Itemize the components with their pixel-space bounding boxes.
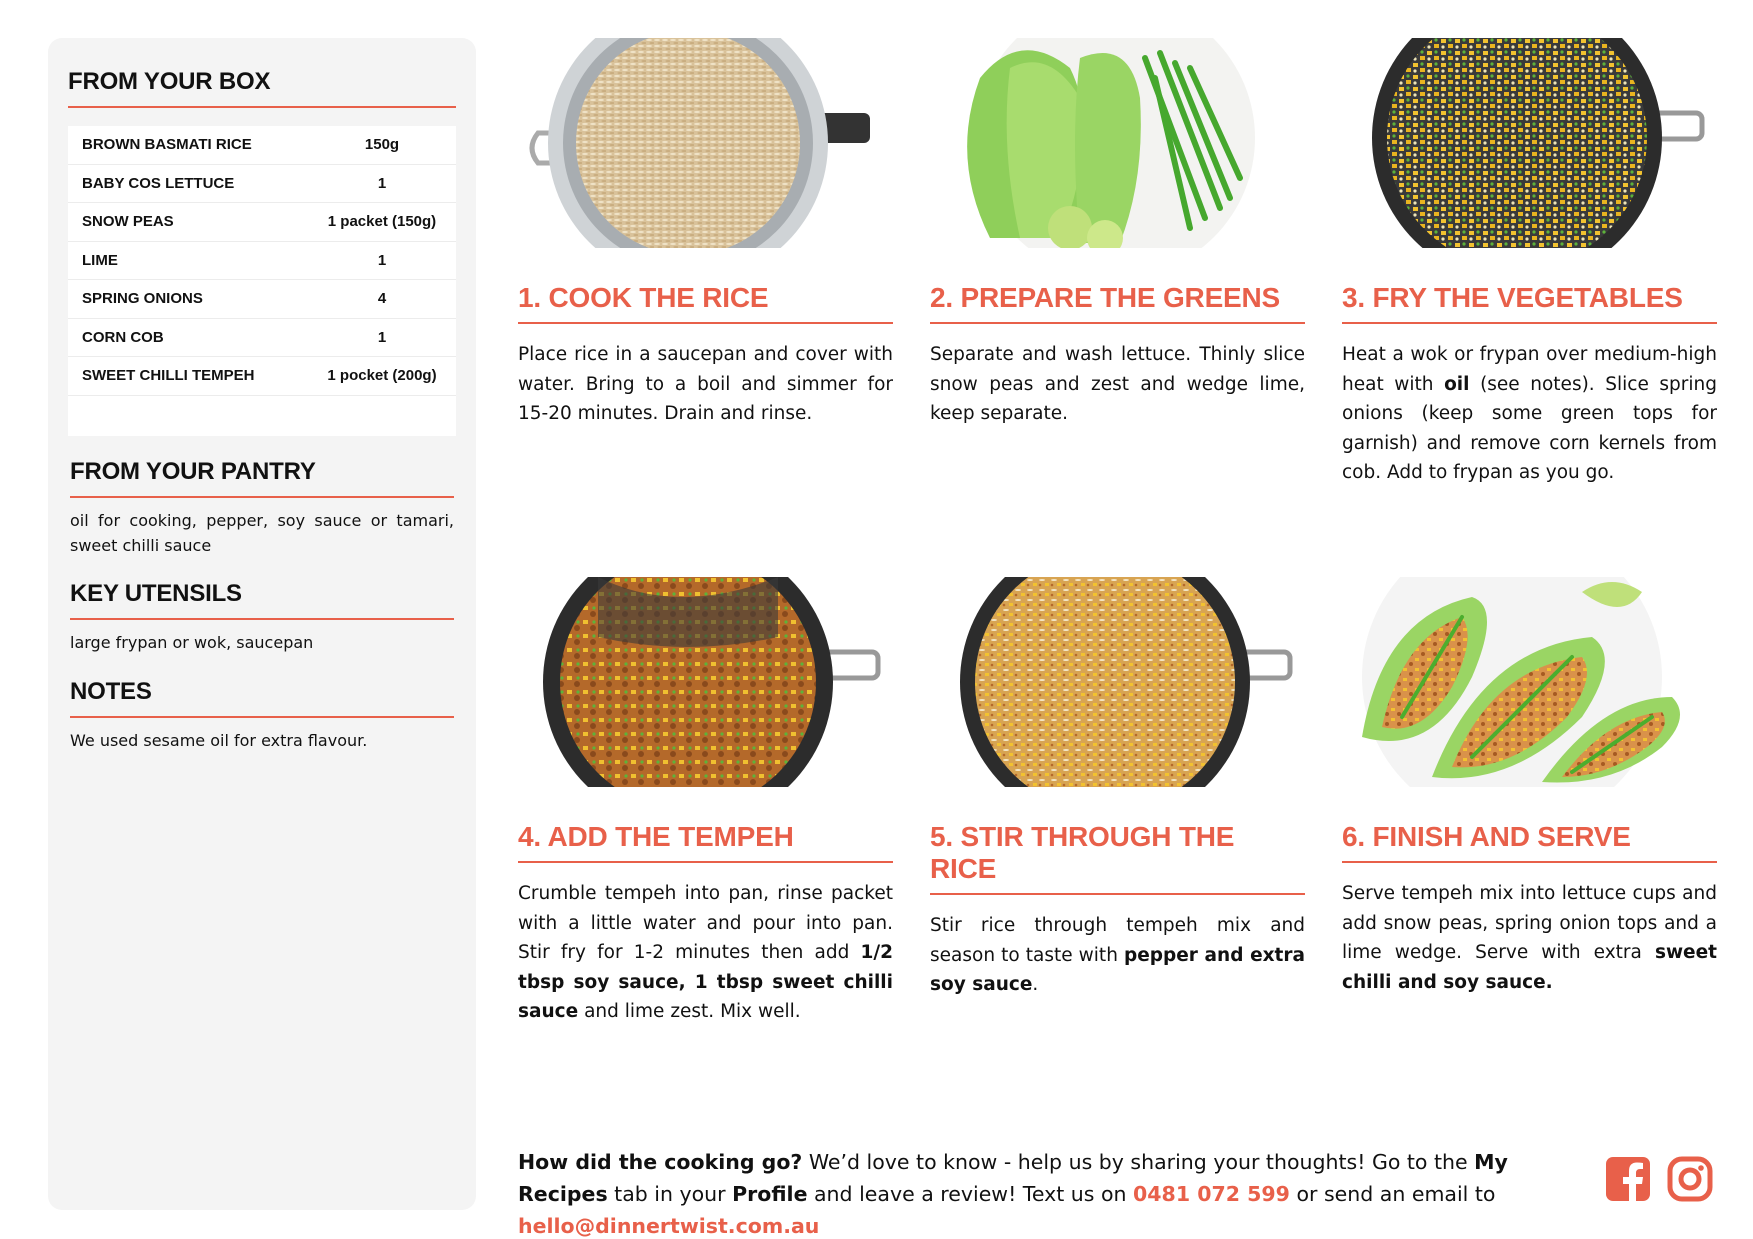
from-your-pantry-section (70, 458, 454, 558)
step-4-text-part: and lime zest. Mix well. (578, 1001, 801, 1022)
ingredient-name: SNOW PEAS (82, 213, 174, 231)
ingredient-row (68, 242, 456, 281)
step-3-text-bold: oil (1444, 373, 1470, 395)
step-4-title: 4. ADD THE TEMPEH (518, 821, 893, 863)
footer-text: or send an email to (1289, 1182, 1496, 1206)
step-2-title: 2. PREPARE THE GREENS (930, 282, 1305, 324)
step-4-text-part: Crumble tempeh into pan, rinse packet with a little water and pour into pan. Stir fry for 1-2 minutes then add (518, 883, 893, 963)
ingredient-name: LIME (82, 251, 118, 269)
ingredient-name: CORN COB (82, 328, 164, 346)
profile-link[interactable]: Profile (732, 1182, 808, 1206)
step-5 (930, 577, 1305, 1000)
from-your-pantry-title: FROM YOUR PANTRY (70, 458, 454, 498)
footer-text: tab in your (607, 1182, 733, 1206)
step-2 (930, 38, 1305, 429)
notes-title: NOTES (70, 678, 454, 718)
step-4-text-bold: 1/2 tbsp soy sauce, 1 tbsp sweet chilli sauce (518, 942, 893, 1022)
step-3-text-part: Heat a wok or frypan over medium-high heat with (1342, 344, 1717, 395)
ingredient-qty: 1 (377, 174, 387, 192)
from-your-box-title: FROM YOUR BOX (68, 68, 456, 108)
step-4-text (518, 879, 893, 1027)
step-5-text-bold: pepper and extra soy sauce (930, 944, 1306, 995)
notes-text: We used sesame oil for extra flavour. (70, 731, 368, 750)
ingredient-row (68, 203, 456, 242)
step-2-text-part: Separate and wash lettuce. Thinly slice snow peas and zest and wedge lime, keep separate. (930, 344, 1305, 424)
pantry-text: oil for cooking, pepper, soy sauce or tamari, sweet chilli sauce (70, 511, 454, 555)
step-3-text (1342, 340, 1717, 488)
notes-section (70, 678, 454, 753)
step-1-text-part: Place rice in a saucepan and cover with water. Bring to a boil and simmer for 15-20 minutes. Drain and rinse. (518, 344, 893, 424)
instagram-icon[interactable] (1667, 1156, 1713, 1206)
from-your-box-section (68, 68, 456, 436)
ingredient-name: SWEET CHILLI TEMPEH (82, 367, 255, 385)
step-6-text-bold: sweet chilli and soy sauce. (1342, 942, 1717, 993)
footer-text: and leave a review! Text us on (807, 1182, 1134, 1206)
my-recipes-link[interactable]: My Recipes (518, 1150, 1508, 1206)
step-6 (1342, 577, 1717, 997)
utensils-text: large frypan or wok, saucepan (70, 633, 314, 652)
footer-question: How did the cooking go? (518, 1150, 803, 1174)
ingredient-row (68, 280, 456, 319)
ingredient-qty: 150g (364, 136, 400, 154)
step-5-title: 5. STIR THROUGH THE RICE (930, 821, 1305, 895)
ingredient-qty: 1 (377, 251, 387, 269)
step-5-text-part: . (1032, 974, 1039, 995)
ingredient-qty: 1 pocket (200g) (327, 367, 437, 385)
step-1-text (518, 340, 893, 429)
footer-text: We’d love to know - help us by sharing your thoughts! Go to the (802, 1150, 1475, 1174)
step-5-text-part: Stir rice through tempeh mix and season to taste with (930, 915, 1305, 966)
step-6-photo (1342, 577, 1717, 787)
step-3-text-part: (see notes). Slice spring onions (keep some green tops for garnish) and remove corn kernels from cob. Add to frypan as you go. (1342, 373, 1717, 483)
facebook-icon[interactable] (1605, 1156, 1651, 1206)
step-5-photo (930, 577, 1305, 787)
step-4-photo (518, 577, 893, 787)
ingredient-qty: 1 packet (150g) (327, 213, 437, 231)
step-4 (518, 577, 893, 1027)
step-5-text (930, 911, 1305, 1000)
feedback-footer (518, 1146, 1578, 1239)
step-2-photo (930, 38, 1305, 248)
ingredient-name: SPRING ONIONS (82, 290, 203, 308)
ingredient-row (68, 126, 456, 165)
ingredient-name: BROWN BASMATI RICE (82, 136, 252, 154)
step-3-photo (1342, 38, 1717, 248)
ingredients-table (68, 126, 456, 436)
step-2-text (930, 340, 1305, 429)
ingredient-row (68, 165, 456, 204)
step-6-title: 6. FINISH AND SERVE (1342, 821, 1717, 863)
key-utensils-section (70, 580, 454, 655)
step-3-title: 3. FRY THE VEGETABLES (1342, 282, 1717, 324)
step-6-text-part: Serve tempeh mix into lettuce cups and add snow peas, spring onion tops and a lime wedge. Serve with extra (1342, 883, 1717, 963)
step-1-title: 1. COOK THE RICE (518, 282, 893, 324)
ingredients-sidebar (48, 38, 476, 1210)
ingredient-qty: 1 (377, 328, 387, 346)
step-1-photo (518, 38, 893, 248)
ingredient-row (68, 319, 456, 358)
key-utensils-title: KEY UTENSILS (70, 580, 454, 620)
phone-link[interactable]: 0481 072 599 (1133, 1182, 1290, 1206)
step-3 (1342, 38, 1717, 488)
email-link[interactable]: hello@dinnertwist.com.au (518, 1214, 820, 1238)
ingredient-name: BABY COS LETTUCE (82, 174, 235, 192)
step-6-text (1342, 879, 1717, 997)
ingredient-qty: 4 (377, 290, 387, 308)
step-1 (518, 38, 893, 429)
ingredient-row (68, 357, 456, 396)
